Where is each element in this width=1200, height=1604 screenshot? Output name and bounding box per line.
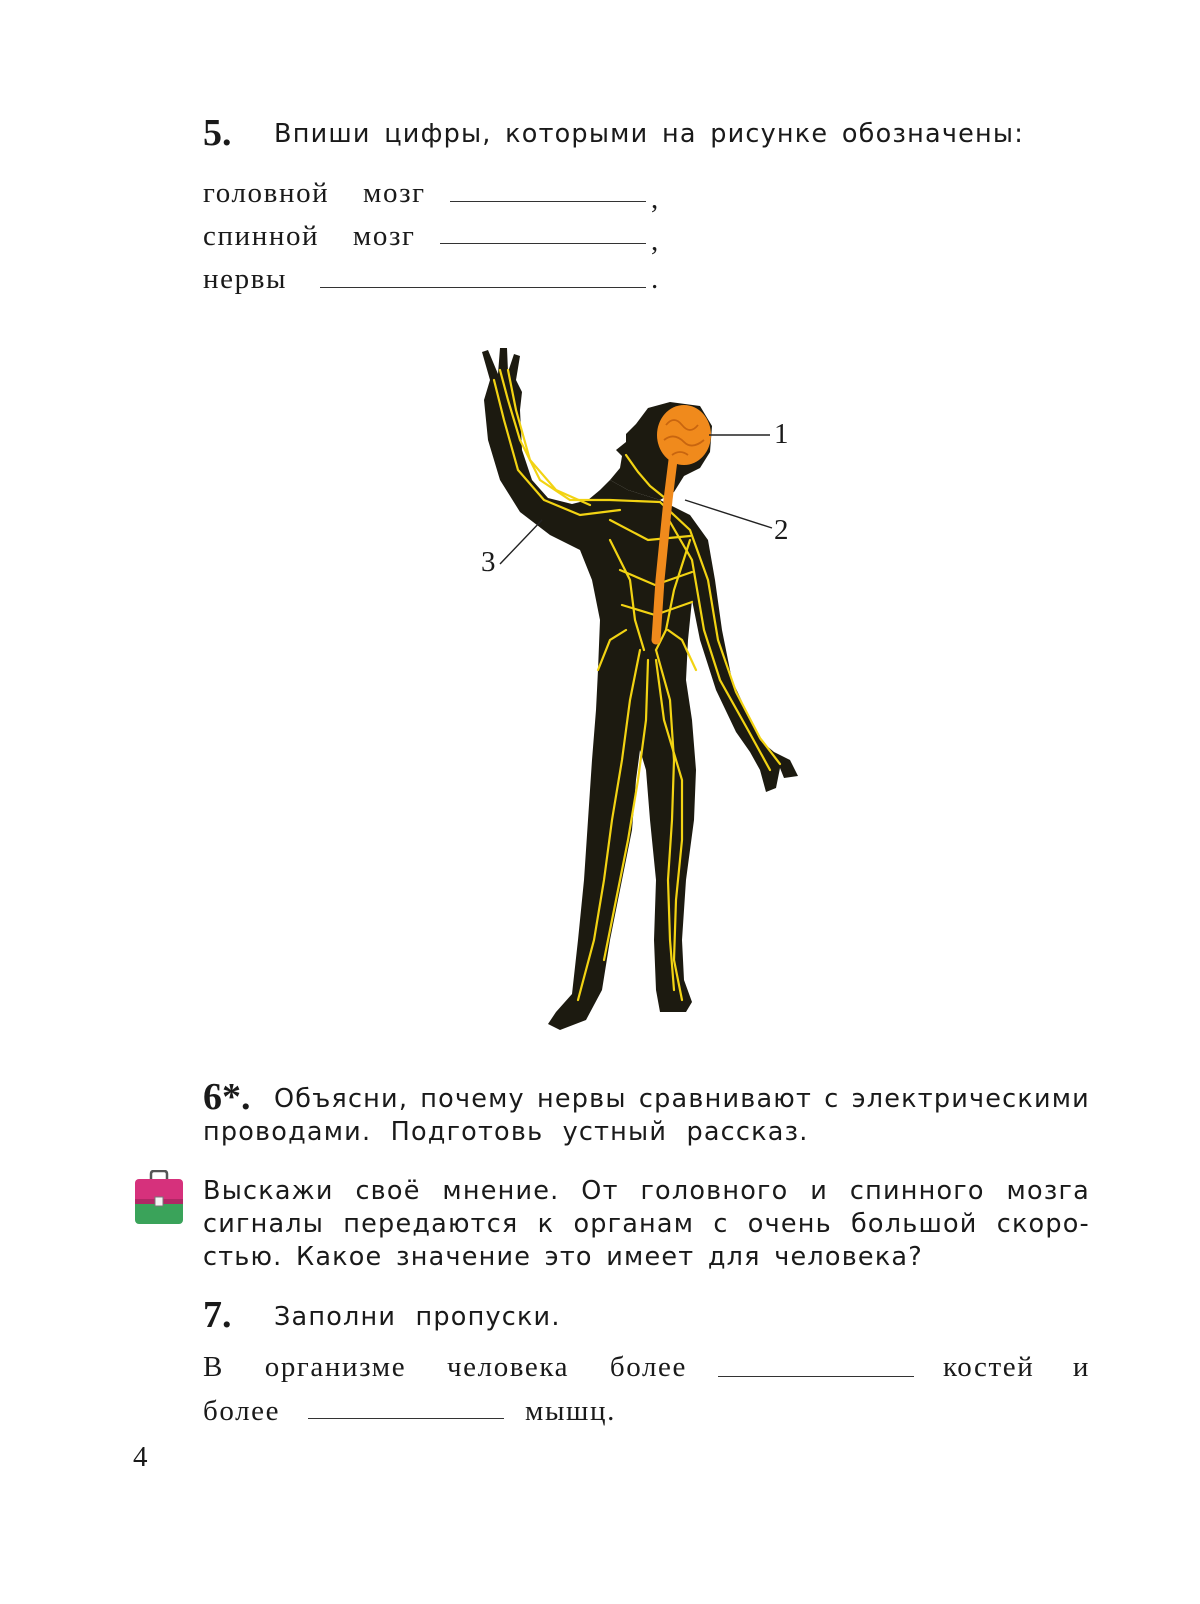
word: пропуски. [415,1302,561,1332]
word: От [581,1176,619,1206]
spinal-cord-label [203,216,416,256]
word: с [713,1209,729,1239]
word: спинного [849,1176,985,1206]
muscles-count-blank[interactable] [308,1418,504,1419]
word: нервы [537,1084,627,1114]
word: проводами. [203,1117,372,1147]
task-6-number: 6*. [203,1076,251,1118]
word: органам [573,1209,695,1239]
word: которыми [505,119,649,149]
word: к [537,1209,555,1239]
word: и [810,1176,829,1206]
word: значение [395,1242,532,1272]
word: на [661,119,697,149]
period: . [651,263,660,295]
word: рисунке [710,119,829,149]
word: своё [355,1176,421,1206]
opinion-line-3 [203,1240,923,1274]
task-7-instruction [274,1300,561,1334]
word: почему [420,1084,525,1114]
word: костей [943,1351,1035,1383]
nervous-system-figure [460,340,820,1040]
word: мнение. [442,1176,560,1206]
task-5-instruction [274,117,1024,151]
word: Подготовь [390,1117,544,1147]
word: более [609,1351,687,1383]
word: цифры, [384,119,492,149]
nerves-answer-blank[interactable] [320,287,646,288]
word: Какое [296,1242,383,1272]
word: Заполни [274,1302,397,1332]
word: устный [562,1117,668,1147]
word: организме [264,1351,407,1383]
word: скоро- [996,1209,1090,1239]
task-6-line-2 [203,1115,809,1149]
word: сравнивают [638,1084,813,1114]
comma: , [651,225,660,257]
word: с [824,1084,840,1114]
task-7-number: 7. [203,1294,232,1336]
bones-count-blank[interactable] [718,1376,914,1377]
word: головного [640,1176,789,1206]
word: и [1072,1351,1090,1383]
briefcase-icon [134,1170,184,1226]
brain-label [203,173,426,213]
opinion-line-2 [203,1207,1090,1241]
word: сигналы [203,1209,325,1239]
word: рассказ. [686,1117,809,1147]
brain [657,405,711,465]
word: имеет [606,1242,695,1272]
word: электрическими [851,1084,1090,1114]
word: В [203,1351,224,1383]
nerves-label [203,259,287,299]
page-number: 4 [133,1441,148,1473]
figure-label-2: 2 [774,514,789,546]
word: передаются [343,1209,519,1239]
task-7-line-2-start: более [203,1395,281,1427]
word: это [544,1242,593,1272]
word: очень [747,1209,832,1239]
word: человека? [774,1242,923,1272]
word: мозг [363,177,426,209]
figure-label-1: 1 [774,418,789,450]
task-7-line-2-end: мышц. [525,1395,616,1427]
word: стью. [203,1242,283,1272]
word: мозг [352,220,416,252]
body-silhouette [482,348,798,1030]
word: большой [851,1209,978,1239]
task-6-line-1 [274,1082,1090,1116]
word: Объясни, [274,1084,409,1114]
word: нервы [203,263,288,295]
word: спинной [203,220,320,252]
word: обозначены: [841,119,1024,149]
word: мозга [1006,1176,1090,1206]
human-nervous-system-illustration [460,340,820,1040]
word: Выскажи [203,1176,334,1206]
word: головной [203,177,330,209]
word: Впиши [274,119,371,149]
task-7-line-1-start [203,1347,687,1387]
task-5-number: 5. [203,112,232,154]
word: человека [446,1351,570,1383]
figure-label-3: 3 [481,546,496,578]
word: для [707,1242,761,1272]
spinal-cord-answer-blank[interactable] [440,243,646,244]
task-7-line-1-end [943,1347,1090,1387]
brain-answer-blank[interactable] [450,201,646,202]
opinion-line-1 [203,1174,1090,1208]
comma: , [651,183,660,215]
